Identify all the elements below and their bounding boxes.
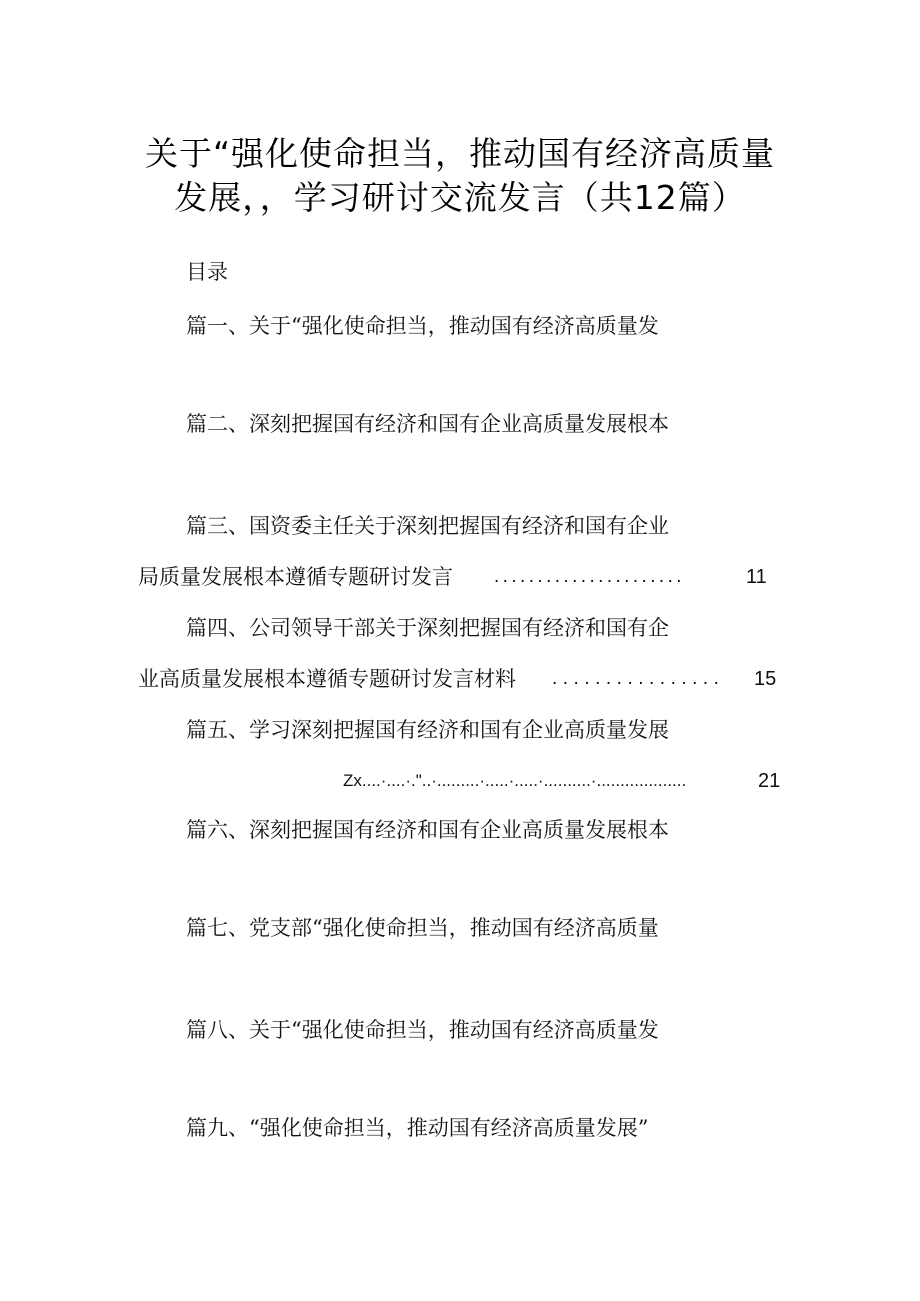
toc-entry-4-page-number: 15 — [754, 668, 777, 690]
toc-entry-5-page-number: 21 — [758, 770, 781, 792]
toc-entry-4[interactable]: 篇四、公司领导干部关于深刻把握国有经济和国有企 — [186, 616, 669, 640]
toc-entry-3[interactable]: 篇三、国资委主任关于深刻把握国有经济和国有企业 — [186, 514, 669, 538]
toc-heading: 目录 — [186, 260, 228, 284]
toc-entry-2[interactable]: 篇二、深刻把握国有经济和国有企业高质量发展根本 — [186, 412, 669, 436]
toc-entry-3-continuation[interactable]: 局质量发展根本遵循专题研讨发言 — [138, 565, 453, 589]
toc-entry-9[interactable]: 篇九、“强化使命担当，推动国有经济高质量发展” — [186, 1116, 649, 1140]
toc-entry-3-page-number: 11 — [746, 566, 767, 588]
toc-entry-3-dot-leader: ...................... — [494, 566, 685, 587]
toc-entry-4-continuation[interactable]: 业高质量发展根本遵循专题研讨发言材料 — [138, 667, 516, 691]
toc-entry-5-continuation[interactable]: Zx....·....·."..·.........·.....·.....·..........·................... — [343, 771, 687, 790]
toc-entry-4-dot-leader: ................ — [552, 668, 725, 689]
toc-entry-1[interactable]: 篇一、关于“强化使命担当，推动国有经济高质量发 — [186, 314, 659, 338]
toc-entry-6[interactable]: 篇六、深刻把握国有经济和国有企业高质量发展根本 — [186, 818, 669, 842]
toc-entry-7[interactable]: 篇七、党支部“强化使命担当，推动国有经济高质量 — [186, 916, 659, 940]
toc-entry-5[interactable]: 篇五、学习深刻把握国有经济和国有企业高质量发展 — [186, 718, 669, 742]
toc-entry-8[interactable]: 篇八、关于“强化使命担当，推动国有经济高质量发 — [186, 1018, 659, 1042]
document-title-line-2: 发展，，学习研讨交流发言（共12篇） — [174, 178, 746, 217]
document-title-line-1: 关于“强化使命担当，推动国有经济高质量 — [144, 134, 776, 173]
